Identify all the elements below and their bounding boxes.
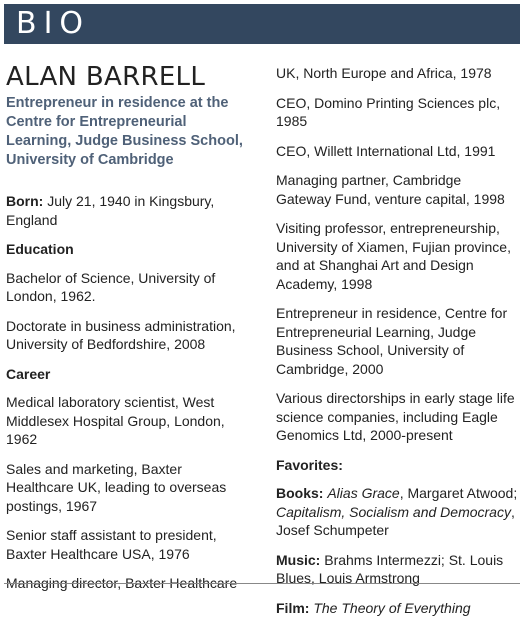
career-item: UK, North Europe and Africa, 1978	[276, 65, 492, 81]
career-item: CEO, Willett International Ltd, 1991	[276, 142, 496, 159]
born-line	[6, 192, 252, 229]
person-name: ALAN BARRELL	[6, 62, 206, 92]
favorites-heading: Favorites:	[276, 456, 343, 473]
education-item: Bachelor of Science, University of London, 1962.	[6, 269, 216, 304]
music-value: Brahms Intermezzi; St. Louis Blues, Louis Armstrong	[276, 551, 504, 586]
film-label: Film:	[276, 599, 310, 616]
career-item: Senior staff assistant to president, Baxter Healthcare USA, 1976	[6, 527, 217, 562]
book-author-2: , Josef Schumpeter	[276, 503, 515, 538]
born-label: Born:	[6, 193, 44, 209]
career-item: Managing director, Baxter Healthcare	[6, 575, 238, 591]
career-heading: Career	[6, 365, 51, 382]
career-item: CEO, Domino Printing Sciences plc, 1985	[276, 94, 501, 129]
favorite-books	[276, 484, 518, 540]
right-column	[276, 64, 518, 628]
bio-banner	[4, 4, 520, 44]
person-role: Entrepreneur in residence at the Centre for Entrepreneurial Learning, Judge Business School, University of Cambridge	[6, 95, 243, 168]
career-item: Managing partner, Cambridge Gateway Fund, venture capital, 1998	[276, 172, 505, 207]
career-item: Entrepreneur in residence, Centre for Entrepreneurial Learning, Judge Business School, University of Cambridge, 2000	[276, 305, 508, 377]
career-item: Sales and marketing, Baxter Healthcare UK, leading to overseas postings, 1967	[6, 460, 227, 514]
film-value: The Theory of Everything	[313, 599, 471, 616]
career-item: Various directorships in early stage life science companies, including Eagle Genomics Ltd, 2000-present	[276, 390, 515, 443]
bottom-divider	[4, 583, 520, 584]
book-author-1: , Margaret Atwood;	[399, 485, 518, 501]
music-label: Music:	[276, 551, 321, 568]
book-title-2: Capitalism, Socialism and Democracy	[276, 503, 511, 520]
favorite-music	[276, 551, 518, 588]
book-title-1: Alias Grace	[327, 485, 400, 501]
left-column	[6, 58, 252, 593]
education-item: Doctorate in business administration, University of Bedfordshire, 2008	[6, 317, 236, 352]
education-heading: Education	[6, 241, 74, 257]
favorite-film	[276, 599, 518, 618]
born-value: July 21, 1940 in Kingsbury, England	[6, 193, 215, 228]
career-item: Medical laboratory scientist, West Middlesex Hospital Group, London, 1962	[6, 394, 225, 447]
books-label: Books:	[276, 485, 324, 501]
banner-title: BIO	[16, 6, 91, 41]
career-item: Visiting professor, entrepreneurship, University of Xiamen, Fujian province, and at Shanghai Art and Design Academy, 1998	[276, 220, 511, 292]
